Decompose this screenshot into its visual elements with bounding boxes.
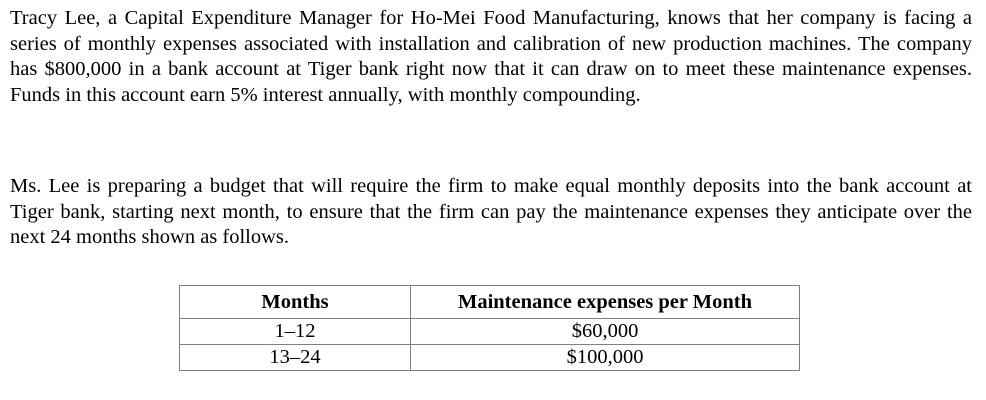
header-months: Months [180,286,411,319]
table-row [180,345,800,371]
header-maintenance-expenses: Maintenance expenses per Month [411,286,800,319]
problem-paragraph-1: Tracy Lee, a Capital Expenditure Manager for Ho-Mei Food Manufacturing, knows that her company is facing a series of monthly expenses associated with installation and calibration of new production machines. The company has $800,000 in a bank account at Tiger bank right now that it can draw on to meet these maintenance expenses. Funds in this account earn 5% interest annually, with monthly compounding. [10,7,972,107]
table-cell-expense: $60,000 [411,319,800,345]
table-cell-expense: $100,000 [411,345,800,371]
expense-table-container [179,285,800,371]
table-row [180,319,800,345]
table-cell-months: 13–24 [180,345,411,371]
table-header-row [180,286,800,319]
table-cell-months: 1–12 [180,319,411,345]
problem-paragraph-2: Ms. Lee is preparing a budget that will require the firm to make equal monthly deposits into the bank account at Tiger bank, starting next month, to ensure that the firm can pay the maintenance expenses they anticipate over the next 24 months shown as follows. [10,175,972,249]
maintenance-expense-table [179,285,800,371]
